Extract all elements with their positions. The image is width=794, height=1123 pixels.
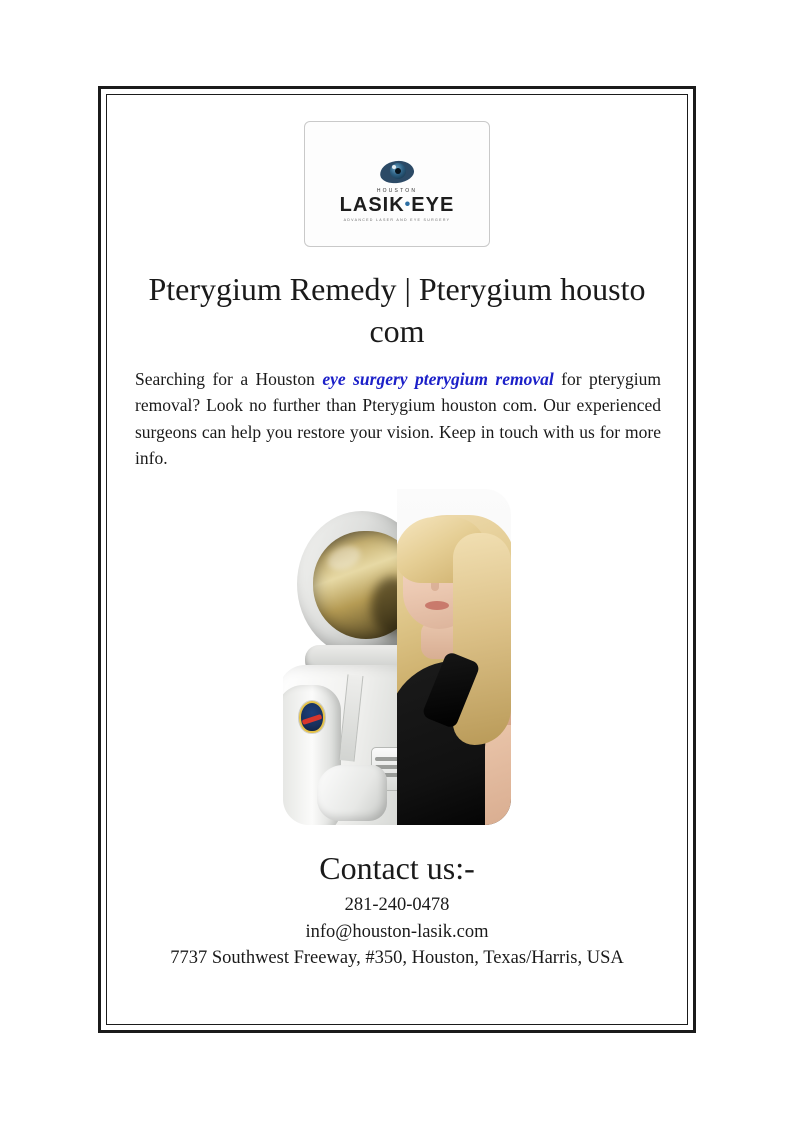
contact-phone[interactable]: 281-240-0478 bbox=[344, 895, 450, 916]
paragraph-before-text: Searching for a Houston bbox=[135, 369, 323, 390]
hero-image bbox=[283, 489, 511, 825]
logo bbox=[340, 158, 455, 222]
paragraph-keyword-link[interactable]: eye surgery pterygium removal bbox=[322, 369, 554, 390]
split-portrait bbox=[283, 489, 511, 825]
astronaut-half bbox=[283, 489, 397, 825]
contact-address: 7737 Southwest Freeway, #350, Houston, Texas/Harris, USA bbox=[170, 947, 624, 968]
logo-separator: • bbox=[404, 196, 412, 213]
logo-wordmark bbox=[340, 195, 455, 215]
logo-word-eye: EYE bbox=[411, 194, 455, 216]
paragraph-after-text: for pterygium removal? Look no further than Pterygium houston com. Our experienced surgeons can help you restore your vision. Keep in touch with us for more info. bbox=[135, 369, 661, 468]
contact-email[interactable]: info@houston-lasik.com bbox=[305, 921, 489, 942]
poster-inner-border bbox=[106, 94, 688, 1025]
logo-word-lasik: LASIK bbox=[339, 194, 405, 216]
page-title: Pterygium Remedy | Pterygium housto com bbox=[148, 271, 646, 349]
contact-details bbox=[129, 892, 665, 971]
poster-outer-border bbox=[98, 86, 696, 1033]
woman-half bbox=[397, 489, 511, 825]
logo-box bbox=[304, 121, 490, 247]
body-paragraph bbox=[135, 366, 661, 471]
contact-heading: Contact us:- bbox=[319, 850, 475, 887]
logo-top-text: HOUSTON bbox=[376, 188, 418, 194]
eye-icon bbox=[380, 158, 414, 186]
poster-content bbox=[107, 95, 687, 1024]
logo-sub-text: ADVANCED LASER AND EYE SURGERY bbox=[343, 218, 451, 222]
